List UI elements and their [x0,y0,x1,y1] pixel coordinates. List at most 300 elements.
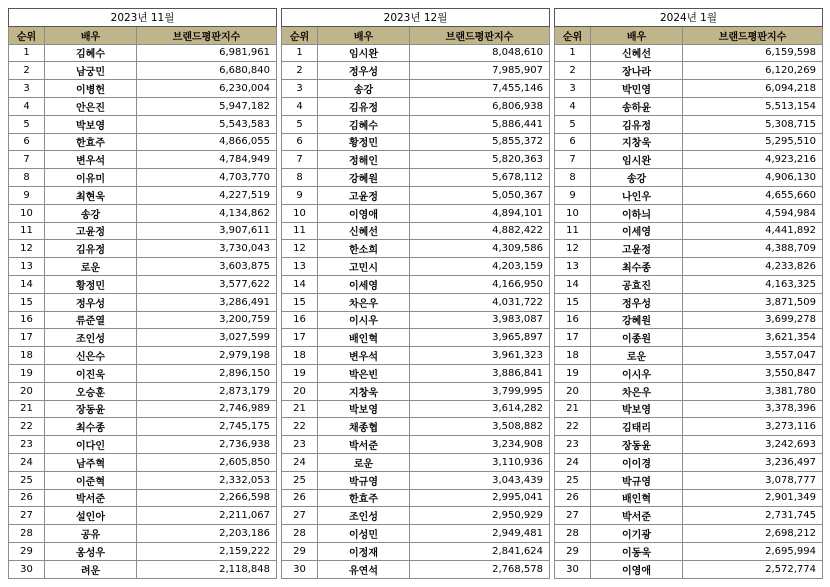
index-value-cell: 6,159,598 [683,44,823,62]
table-row [555,542,823,560]
index-value-cell: 3,730,043 [137,240,277,258]
table-row [555,560,823,578]
rank-cell: 14 [9,275,45,293]
actor-name-cell: 조인성 [45,329,137,347]
rank-cell: 14 [282,275,318,293]
actor-name-cell: 이시우 [591,364,683,382]
rank-cell: 6 [555,133,591,151]
table-row [555,97,823,115]
rank-cell: 28 [555,525,591,543]
rank-cell: 15 [9,293,45,311]
table-row [282,400,550,418]
rank-cell: 27 [555,507,591,525]
table-row [9,382,277,400]
rank-cell: 2 [555,62,591,80]
index-value-cell: 2,949,481 [410,525,550,543]
table-row [282,489,550,507]
index-value-cell: 6,094,218 [683,80,823,98]
index-value-cell: 3,577,622 [137,275,277,293]
index-value-cell: 4,163,325 [683,275,823,293]
actor-name-cell: 류준열 [45,311,137,329]
actor-name-cell: 이종원 [591,329,683,347]
actor-name-cell: 이동욱 [591,542,683,560]
table-row [555,311,823,329]
index-value-cell: 2,605,850 [137,453,277,471]
rank-cell: 15 [282,293,318,311]
table-row [9,453,277,471]
table-row [555,275,823,293]
actor-name-cell: 황정민 [318,133,410,151]
rank-cell: 23 [9,436,45,454]
actor-name-cell: 정우성 [318,62,410,80]
rank-cell: 28 [282,525,318,543]
actor-name-cell: 변우석 [45,151,137,169]
actor-name-cell: 김태리 [591,418,683,436]
actor-name-cell: 김유정 [318,97,410,115]
table-row [9,436,277,454]
actor-name-cell: 송강 [318,80,410,98]
table-row [282,240,550,258]
table-row [282,453,550,471]
actor-name-cell: 로운 [591,347,683,365]
rank-cell: 26 [282,489,318,507]
actor-name-cell: 남주혁 [45,453,137,471]
actor-name-cell: 정우성 [45,293,137,311]
table-row [9,507,277,525]
index-value-cell: 3,273,116 [683,418,823,436]
index-value-cell: 2,266,598 [137,489,277,507]
rank-cell: 26 [9,489,45,507]
rank-cell: 17 [282,329,318,347]
actor-name-cell: 배인혁 [591,489,683,507]
table-row [555,222,823,240]
table-row [555,525,823,543]
actor-name-cell: 이유미 [45,169,137,187]
table-row [9,560,277,578]
index-value-cell: 2,211,067 [137,507,277,525]
table-row [9,293,277,311]
rank-cell: 6 [282,133,318,151]
actor-name-cell: 박은빈 [318,364,410,382]
rank-cell: 18 [9,347,45,365]
actor-name-cell: 장동윤 [45,400,137,418]
index-value-cell: 2,118,848 [137,560,277,578]
table-row [282,80,550,98]
table-row [282,151,550,169]
table-row [555,400,823,418]
actor-name-cell: 이하늬 [591,204,683,222]
rank-cell: 3 [555,80,591,98]
table-row [555,293,823,311]
actor-name-cell: 한효주 [45,133,137,151]
table-row [9,542,277,560]
table-row [282,204,550,222]
rank-cell: 9 [282,186,318,204]
actor-name-cell: 신은수 [45,347,137,365]
actor-name-cell: 한소희 [318,240,410,258]
rank-cell: 10 [555,204,591,222]
actor-name-cell: 공효진 [591,275,683,293]
month-table-0 [8,8,277,579]
table-row [282,97,550,115]
index-value-cell: 3,621,354 [683,329,823,347]
actor-name-cell: 고민시 [318,258,410,276]
table-row [9,400,277,418]
rank-cell: 30 [555,560,591,578]
index-value-cell: 3,557,047 [683,347,823,365]
index-value-cell: 5,820,363 [410,151,550,169]
index-value-cell: 4,441,892 [683,222,823,240]
rank-cell: 25 [282,471,318,489]
table-row [9,44,277,62]
rank-cell: 6 [9,133,45,151]
actor-name-cell: 강혜원 [318,169,410,187]
index-header: 브랜드평판지수 [683,26,823,44]
index-value-cell: 2,901,349 [683,489,823,507]
index-value-cell: 2,841,624 [410,542,550,560]
index-value-cell: 2,979,198 [137,347,277,365]
actor-name-cell: 정우성 [591,293,683,311]
table-row [555,453,823,471]
rank-cell: 16 [282,311,318,329]
table-row [282,507,550,525]
actor-name-cell: 박민영 [591,80,683,98]
table-row [555,436,823,454]
index-value-cell: 5,308,715 [683,115,823,133]
rank-cell: 9 [555,186,591,204]
rank-cell: 19 [9,364,45,382]
index-value-cell: 3,110,936 [410,453,550,471]
rank-cell: 8 [9,169,45,187]
rank-cell: 26 [555,489,591,507]
actor-name-cell: 송하윤 [591,97,683,115]
table-row [282,275,550,293]
table-row [555,258,823,276]
table-row [9,489,277,507]
index-value-cell: 2,736,938 [137,436,277,454]
actor-name-cell: 김혜수 [318,115,410,133]
table-row [555,115,823,133]
index-value-cell: 6,806,938 [410,97,550,115]
index-value-cell: 4,866,055 [137,133,277,151]
actor-name-cell: 로운 [318,453,410,471]
actor-name-cell: 이영애 [591,560,683,578]
index-value-cell: 6,120,269 [683,62,823,80]
rank-cell: 23 [282,436,318,454]
rank-cell: 20 [282,382,318,400]
month-title: 2023년 11월 [9,9,277,27]
rank-cell: 16 [555,311,591,329]
table-row [9,275,277,293]
index-value-cell: 5,886,441 [410,115,550,133]
index-value-cell: 2,159,222 [137,542,277,560]
table-row [282,115,550,133]
rank-cell: 15 [555,293,591,311]
index-value-cell: 2,995,041 [410,489,550,507]
table-row [282,471,550,489]
rank-cell: 7 [555,151,591,169]
rank-cell: 3 [9,80,45,98]
index-value-cell: 3,234,908 [410,436,550,454]
index-header: 브랜드평판지수 [410,26,550,44]
rank-cell: 7 [282,151,318,169]
table-row [555,418,823,436]
index-value-cell: 3,871,509 [683,293,823,311]
index-value-cell: 2,332,053 [137,471,277,489]
table-row [9,62,277,80]
index-value-cell: 6,230,004 [137,80,277,98]
table-row [282,222,550,240]
table-row [282,186,550,204]
table-row [282,382,550,400]
actor-name-cell: 송강 [591,169,683,187]
table-row [9,471,277,489]
index-value-cell: 2,695,994 [683,542,823,560]
rank-cell: 7 [9,151,45,169]
table-row [282,560,550,578]
actor-name-cell: 남궁민 [45,62,137,80]
index-value-cell: 4,594,984 [683,204,823,222]
table-row [282,525,550,543]
table-row [282,258,550,276]
actor-name-cell: 이세영 [318,275,410,293]
rank-cell: 20 [555,382,591,400]
actor-name-cell: 차은우 [318,293,410,311]
actor-name-cell: 김유정 [45,240,137,258]
rank-cell: 10 [9,204,45,222]
rank-cell: 24 [555,453,591,471]
rank-cell: 25 [9,471,45,489]
table-row [282,436,550,454]
rank-cell: 18 [555,347,591,365]
index-value-cell: 4,894,101 [410,204,550,222]
actor-name-cell: 최현욱 [45,186,137,204]
rank-header: 순위 [282,26,318,44]
rank-cell: 16 [9,311,45,329]
table-row [555,382,823,400]
table-row [9,133,277,151]
month-title: 2024년 1월 [555,9,823,27]
rank-cell: 13 [9,258,45,276]
index-value-cell: 4,031,722 [410,293,550,311]
actor-name-cell: 정해인 [318,151,410,169]
rank-cell: 12 [555,240,591,258]
index-value-cell: 4,309,586 [410,240,550,258]
actor-name-cell: 이기광 [591,525,683,543]
index-value-cell: 2,746,989 [137,400,277,418]
index-value-cell: 2,896,150 [137,364,277,382]
table-row [282,542,550,560]
table-row [9,525,277,543]
actor-name-cell: 강혜원 [591,311,683,329]
index-value-cell: 3,286,491 [137,293,277,311]
actor-name-cell: 이다인 [45,436,137,454]
actor-name-cell: 장나라 [591,62,683,80]
table-row [555,62,823,80]
rank-cell: 28 [9,525,45,543]
index-value-cell: 3,242,693 [683,436,823,454]
actor-header: 배우 [318,26,410,44]
table-row [555,240,823,258]
index-value-cell: 3,961,323 [410,347,550,365]
table-row [9,186,277,204]
table-row [555,364,823,382]
index-header: 브랜드평판지수 [137,26,277,44]
index-value-cell: 5,678,112 [410,169,550,187]
table-row [9,258,277,276]
rank-cell: 22 [9,418,45,436]
rank-cell: 19 [555,364,591,382]
rank-cell: 24 [9,453,45,471]
index-value-cell: 2,873,179 [137,382,277,400]
rank-cell: 3 [282,80,318,98]
rank-cell: 22 [282,418,318,436]
table-row [555,186,823,204]
actor-name-cell: 황정민 [45,275,137,293]
rank-header: 순위 [9,26,45,44]
rank-cell: 1 [282,44,318,62]
actor-name-cell: 박보영 [45,115,137,133]
table-row [9,364,277,382]
index-value-cell: 4,703,770 [137,169,277,187]
rank-cell: 21 [282,400,318,418]
index-value-cell: 3,027,599 [137,329,277,347]
actor-name-cell: 설인아 [45,507,137,525]
actor-name-cell: 옹성우 [45,542,137,560]
table-row [555,151,823,169]
index-value-cell: 3,614,282 [410,400,550,418]
rank-cell: 24 [282,453,318,471]
actor-name-cell: 차은우 [591,382,683,400]
index-value-cell: 3,907,611 [137,222,277,240]
table-row [555,80,823,98]
actor-name-cell: 김혜수 [45,44,137,62]
index-value-cell: 4,134,862 [137,204,277,222]
rank-cell: 9 [9,186,45,204]
table-row [555,329,823,347]
actor-name-cell: 안은진 [45,97,137,115]
index-value-cell: 2,745,175 [137,418,277,436]
actor-name-cell: 박서준 [318,436,410,454]
table-row [555,44,823,62]
table-row [555,507,823,525]
actor-name-cell: 임시완 [318,44,410,62]
index-value-cell: 3,236,497 [683,453,823,471]
table-row [282,169,550,187]
actor-name-cell: 이성민 [318,525,410,543]
rank-cell: 22 [555,418,591,436]
table-row [9,329,277,347]
rank-cell: 29 [282,542,318,560]
rank-cell: 19 [282,364,318,382]
table-row [282,311,550,329]
month-title: 2023년 12월 [282,9,550,27]
actor-header: 배우 [45,26,137,44]
table-row [555,204,823,222]
index-value-cell: 5,543,583 [137,115,277,133]
actor-name-cell: 지창욱 [318,382,410,400]
index-value-cell: 4,227,519 [137,186,277,204]
rank-cell: 12 [282,240,318,258]
table-row [555,471,823,489]
actor-name-cell: 이시우 [318,311,410,329]
rank-cell: 11 [555,222,591,240]
table-row [9,222,277,240]
rank-cell: 5 [9,115,45,133]
rank-cell: 1 [9,44,45,62]
rank-cell: 20 [9,382,45,400]
index-value-cell: 5,855,372 [410,133,550,151]
table-row [9,418,277,436]
index-value-cell: 3,550,847 [683,364,823,382]
table-row [282,347,550,365]
table-row [555,489,823,507]
rank-cell: 25 [555,471,591,489]
actor-name-cell: 려운 [45,560,137,578]
actor-name-cell: 공유 [45,525,137,543]
table-row [9,204,277,222]
rank-header: 순위 [555,26,591,44]
actor-name-cell: 박서준 [591,507,683,525]
index-value-cell: 3,078,777 [683,471,823,489]
rank-cell: 30 [282,560,318,578]
table-row [555,133,823,151]
rank-cell: 11 [282,222,318,240]
actor-name-cell: 이영애 [318,204,410,222]
actor-name-cell: 신혜선 [591,44,683,62]
table-row [9,311,277,329]
table-row [282,293,550,311]
month-table-2 [554,8,823,579]
rank-cell: 18 [282,347,318,365]
index-value-cell: 3,378,396 [683,400,823,418]
rank-cell: 29 [9,542,45,560]
rank-cell: 5 [282,115,318,133]
actor-name-cell: 최수종 [45,418,137,436]
index-value-cell: 2,698,212 [683,525,823,543]
actor-name-cell: 송강 [45,204,137,222]
actor-name-cell: 나인우 [591,186,683,204]
rank-cell: 11 [9,222,45,240]
index-value-cell: 3,200,759 [137,311,277,329]
actor-name-cell: 고윤정 [318,186,410,204]
rank-cell: 14 [555,275,591,293]
actor-name-cell: 유연석 [318,560,410,578]
rank-cell: 21 [555,400,591,418]
index-value-cell: 5,295,510 [683,133,823,151]
index-value-cell: 3,886,841 [410,364,550,382]
table-row [282,133,550,151]
index-value-cell: 4,906,130 [683,169,823,187]
actor-name-cell: 박보영 [318,400,410,418]
table-row [9,97,277,115]
rank-cell: 4 [9,97,45,115]
rank-cell: 23 [555,436,591,454]
index-value-cell: 5,947,182 [137,97,277,115]
month-table-1 [281,8,550,579]
table-row [9,80,277,98]
table-row [9,347,277,365]
index-value-cell: 7,985,907 [410,62,550,80]
index-value-cell: 3,983,087 [410,311,550,329]
rank-cell: 30 [9,560,45,578]
rank-cell: 27 [282,507,318,525]
rank-cell: 27 [9,507,45,525]
actor-name-cell: 이진욱 [45,364,137,382]
actor-name-cell: 이준혁 [45,471,137,489]
actor-name-cell: 이세영 [591,222,683,240]
rank-cell: 21 [9,400,45,418]
